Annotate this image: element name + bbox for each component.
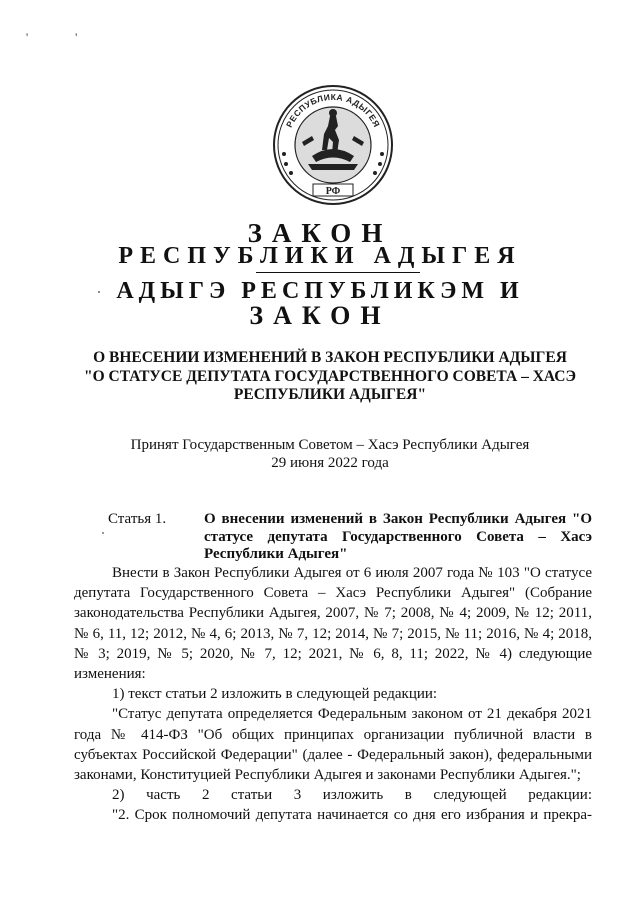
emblem-ring-text: РЕСПУБЛИКА АДЫГЕЯ	[283, 91, 383, 129]
paragraph-item-1: 1) текст статьи 2 изложить в следующей редакции:	[112, 686, 438, 703]
law-title-line-2: РЕСПУБЛИКИ АДЫГЕЯ	[118, 243, 522, 269]
scan-specks: ' '	[26, 30, 100, 44]
subject-line-1: О ВНЕСЕНИИ ИЗМЕНЕНИЙ В ЗАКОН РЕСПУБЛИКИ АДЫГЕЯ	[93, 349, 567, 366]
adoption-body: Принят Государственным Советом – Хасэ Республики Адыгея	[130, 437, 530, 453]
paragraph-item-2: 2) часть 2 статьи 3 изложить в следующей редакции:	[112, 787, 592, 804]
law-subject	[60, 349, 600, 405]
title-divider	[256, 272, 420, 273]
paragraph-intro: Внести в Закон Республики Адыгея от 6 июля 2007 года № 103 "О статусе депутата Государственного Совета – Хасэ Республики Адыгея" (Собрание законодательства Республики Адыгея, 2007, № 7; 2008, № 4; 2009, № 12; 2011, № 6, 11, 12; 2012, № 4, 6; 2013, № 7, 12; 2014, № 7; 2015, № 11; 2016, № 4; 2018, № 3; 2019, № 5; 2020, № 7, 12; 2021, № 6, 8, 11; 2022, № 4) следующие изменения:	[74, 565, 592, 683]
article-number: Статья 1.	[108, 511, 167, 527]
article-body	[74, 563, 592, 826]
article-title: О внесении изменений в Закон Республики Адыгея "О статусе депутата Государственного Совета – Хасэ Республики Адыгея"	[204, 511, 592, 562]
scan-dot	[98, 291, 100, 293]
paragraph-item-1-text: "Статус депутата определяется Федеральным законом от 21 декабря 2021 года № 414-ФЗ "Об общих принципах организации публичной власти в субъектах Российской Федерации" (далее - Федеральный закон), федеральными законами, Конституцией Республики Адыгея и законами Республики Адыгея.";	[74, 706, 592, 784]
paragraph-item-2-text: "2. Срок полномочий депутата начинается со дня его избрания и прекра-	[112, 807, 592, 824]
scan-dot	[102, 532, 104, 534]
subject-line-2: "О СТАТУСЕ ДЕПУТАТА ГОСУДАРСТВЕННОГО СОВЕТА – ХАСЭ	[83, 367, 577, 385]
emblem-bottom-text: РФ	[325, 186, 341, 197]
law-title-line-3: АДЫГЭ РЕСПУБЛИКЭМ И	[116, 278, 524, 304]
adoption-date: 29 июня 2022 года	[271, 454, 389, 471]
law-title-line-1: ЗАКОН	[247, 218, 393, 248]
law-title-line-4: ЗАКОН	[249, 301, 391, 330]
adoption-info	[60, 437, 600, 472]
subject-line-3: РЕСПУБЛИКИ АДЫГЕЯ"	[233, 386, 427, 403]
coat-of-arms-emblem	[272, 84, 394, 206]
